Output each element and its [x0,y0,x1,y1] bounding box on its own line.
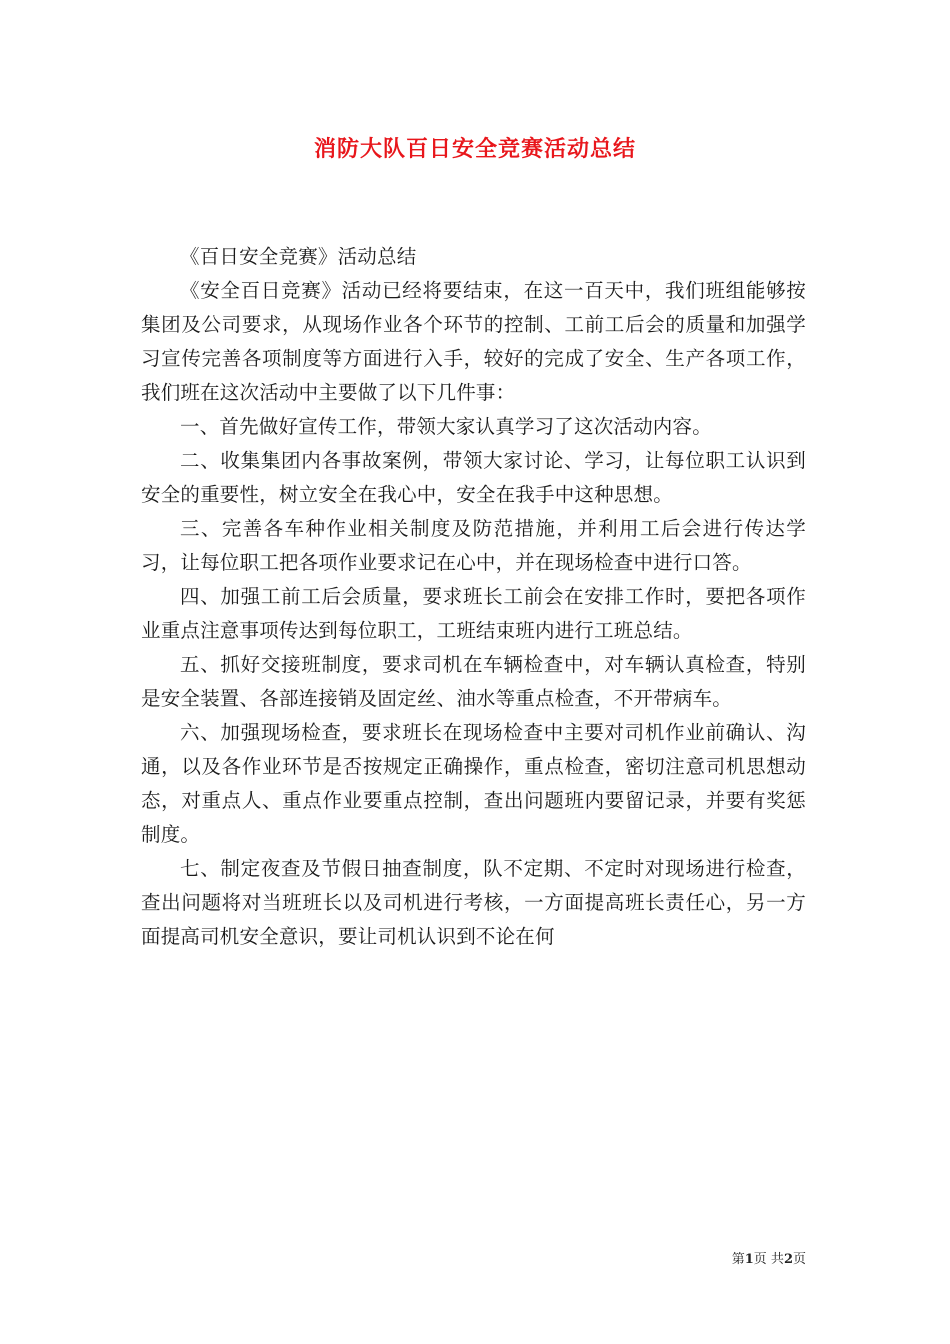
footer-prefix: 第 [731,1252,745,1267]
paragraph-item-1: 一、首先做好宣传工作，带领大家认真学习了这次活动内容。 [180,415,712,438]
footer-middle: 页 共 [753,1252,784,1267]
paragraph-item-6: 六、加强现场检查，要求班长在现场检查中主要对司机作业前确认、沟通，以及各作业环节是否按规定正确操作，重点检查，密切注意司机思想动态，对重点人、重点作业要重点控制，查出问题班内要留记录，并要有奖惩制度。 [141,721,806,846]
paragraph-item-2: 二、收集集团内各事故案例，带领大家讨论、学习，让每位职工认识到安全的重要性，树立安全在我心中，安全在我手中这种思想。 [141,449,806,506]
paragraph-intro: 《安全百日竞赛》活动已经将要结束，在这一百天中，我们班组能够按集团及公司要求，从现场作业各个环节的控制、工前工后会的质量和加强学习宣传完善各项制度等方面进行入手，较好的完成了安全、生产各项工作，我们班在这次活动中主要做了以下几件事： [141,279,806,404]
document-title: 消防大队百日安全竞赛活动总结 [313,137,636,162]
document-body [141,240,806,954]
paragraph-item-3: 三、完善各车种作业相关制度及防范措施，并利用工后会进行传达学习，让每位职工把各项作业要求记在心中，并在现场检查中进行口答。 [141,517,806,574]
paragraph-subtitle: 《百日安全竞赛》活动总结 [180,245,417,268]
paragraph-item-4: 四、加强工前工后会质量，要求班长工前会在安排工作时，要把各项作业重点注意事项传达到每位职工，工班结束班内进行工班总结。 [141,585,806,642]
page-footer [0,1248,806,1267]
footer-total-pages: 2 [783,1252,793,1267]
paragraph-item-7: 七、制定夜查及节假日抽查制度，队不定期、不定时对现场进行检查，查出问题将对当班班长以及司机进行考核，一方面提高班长责任心，另一方面提高司机安全意识，要让司机认识到不论在何 [141,857,806,948]
paragraph-item-5: 五、抓好交接班制度，要求司机在车辆检查中，对车辆认真检查，特别是安全装置、各部连接销及固定丝、油水等重点检查，不开带病车。 [141,653,806,710]
footer-suffix: 页 [792,1252,806,1267]
footer-current-page: 1 [744,1252,754,1267]
